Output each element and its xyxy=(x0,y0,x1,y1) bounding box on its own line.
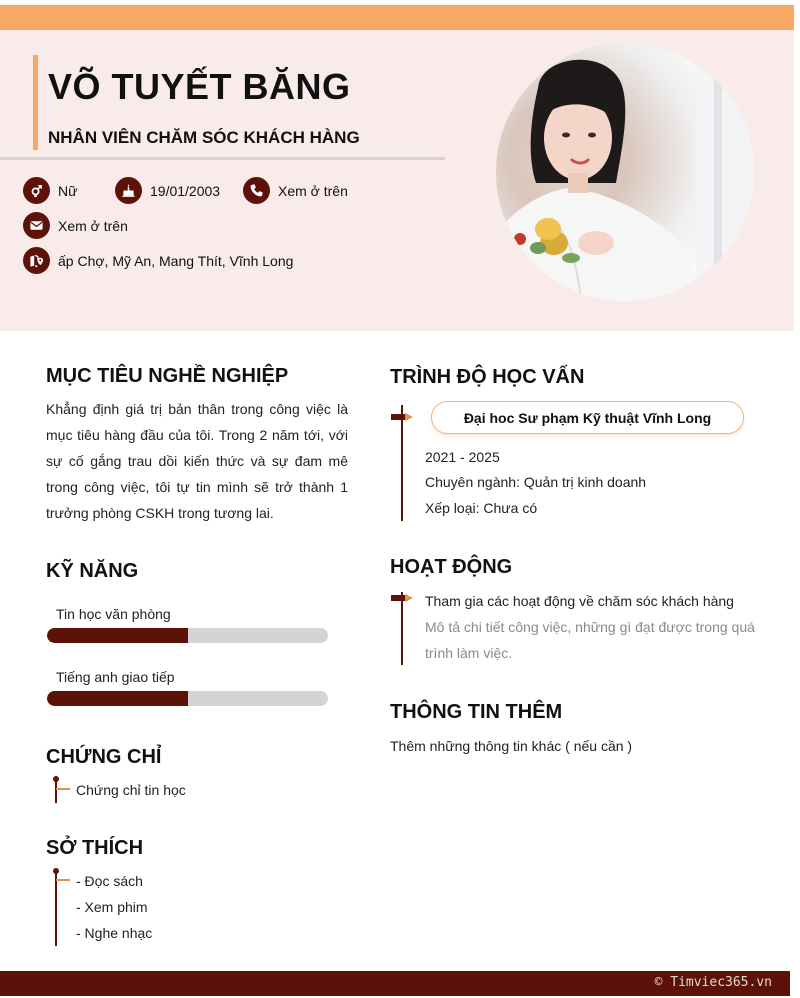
activity-name: Tham gia các hoạt động về chăm sóc khách hàng xyxy=(425,593,734,609)
objective-line: mục tiêu hàng đầu của tôi. Trong 2 năm tới, với xyxy=(46,427,348,443)
objective-line: sự cố gắng trau dồi kiến thức và sự đam mê xyxy=(46,453,348,469)
hobbies-title: SỞ THÍCH xyxy=(46,837,144,859)
additional-info-text: Thêm những thông tin khác ( nếu cần ) xyxy=(390,738,633,754)
skill-label: Tin học văn phòng xyxy=(56,606,171,622)
skill-bar-fill xyxy=(47,628,188,643)
education-years: 2021 - 2025 xyxy=(425,449,500,465)
candidate-name: VÕ TUYẾT BĂNG xyxy=(48,66,351,107)
objective-title: MỤC TIÊU NGHỀ NGHIỆP xyxy=(46,365,289,387)
portrait-illustration xyxy=(496,43,754,301)
timeline-marker xyxy=(391,594,413,602)
map-icon xyxy=(23,247,50,274)
objective-line: Khẳng định giá trị bản thân trong công việc là xyxy=(46,401,348,417)
email-value: Xem ở trên xyxy=(58,217,128,234)
footer-credit: © Timviec365.vn xyxy=(654,975,772,990)
contact-gender xyxy=(23,177,77,204)
phone-value: Xem ở trên xyxy=(278,182,348,199)
timeline-line xyxy=(401,592,403,665)
objective-line: trưởng phòng CSKH trong tương lai. xyxy=(46,505,274,521)
birthday-value: 19/01/2003 xyxy=(150,182,221,199)
contact-address xyxy=(23,247,293,274)
hobby-item: - Đọc sách xyxy=(76,873,143,889)
timeline-tick xyxy=(56,879,70,881)
timeline-line xyxy=(55,779,57,803)
footer-bar xyxy=(0,971,790,996)
contact-phone xyxy=(243,177,348,204)
hobby-item: - Nghe nhạc xyxy=(76,925,153,941)
timeline-line xyxy=(401,405,403,521)
gender-value: Nữ xyxy=(58,182,78,199)
timeline-marker xyxy=(391,413,413,421)
skill-bar-fill xyxy=(47,691,188,706)
activities-title: HOẠT ĐỘNG xyxy=(390,556,513,578)
skills-title: KỸ NĂNG xyxy=(46,560,139,582)
education-title: TRÌNH ĐỘ HỌC VẤN xyxy=(390,366,585,388)
skill-label: Tiếng anh giao tiếp xyxy=(56,669,175,685)
certificate-item: Chứng chỉ tin học xyxy=(76,782,186,798)
profile-photo xyxy=(496,43,754,301)
timeline-tick xyxy=(56,788,70,790)
contact-email xyxy=(23,212,128,239)
top-accent-bar xyxy=(0,5,794,30)
gender-icon xyxy=(23,177,50,204)
additional-info-title: THÔNG TIN THÊM xyxy=(390,701,563,723)
objective-line: trong công việc, tôi tự tin mình sẽ trở thành 1 xyxy=(46,479,348,495)
email-icon xyxy=(23,212,50,239)
certificates-title: CHỨNG CHỈ xyxy=(46,746,162,768)
timeline-line xyxy=(55,871,57,946)
school-name: Đại hoc Sư phạm Kỹ thuật Vĩnh Long xyxy=(431,401,744,434)
contact-birthday xyxy=(115,177,220,204)
skill-bar xyxy=(47,691,328,706)
phone-icon xyxy=(243,177,270,204)
activity-description-line: Mô tả chi tiết công việc, những gì đạt được trong quá xyxy=(425,619,755,635)
job-title: NHÂN VIÊN CHĂM SÓC KHÁCH HÀNG xyxy=(48,128,360,147)
skill-bar xyxy=(47,628,328,643)
cake-icon xyxy=(115,177,142,204)
hobby-item: - Xem phim xyxy=(76,899,148,915)
header-divider xyxy=(0,157,445,160)
education-major: Chuyên ngành: Quản trị kinh doanh xyxy=(425,474,647,490)
objective-text xyxy=(46,396,348,526)
activity-description-line: trình làm việc. xyxy=(425,645,513,661)
name-accent-bar xyxy=(33,55,38,150)
address-value: ấp Chợ, Mỹ An, Mang Thít, Vĩnh Long xyxy=(58,252,294,269)
education-rank: Xếp loại: Chưa có xyxy=(425,500,538,516)
